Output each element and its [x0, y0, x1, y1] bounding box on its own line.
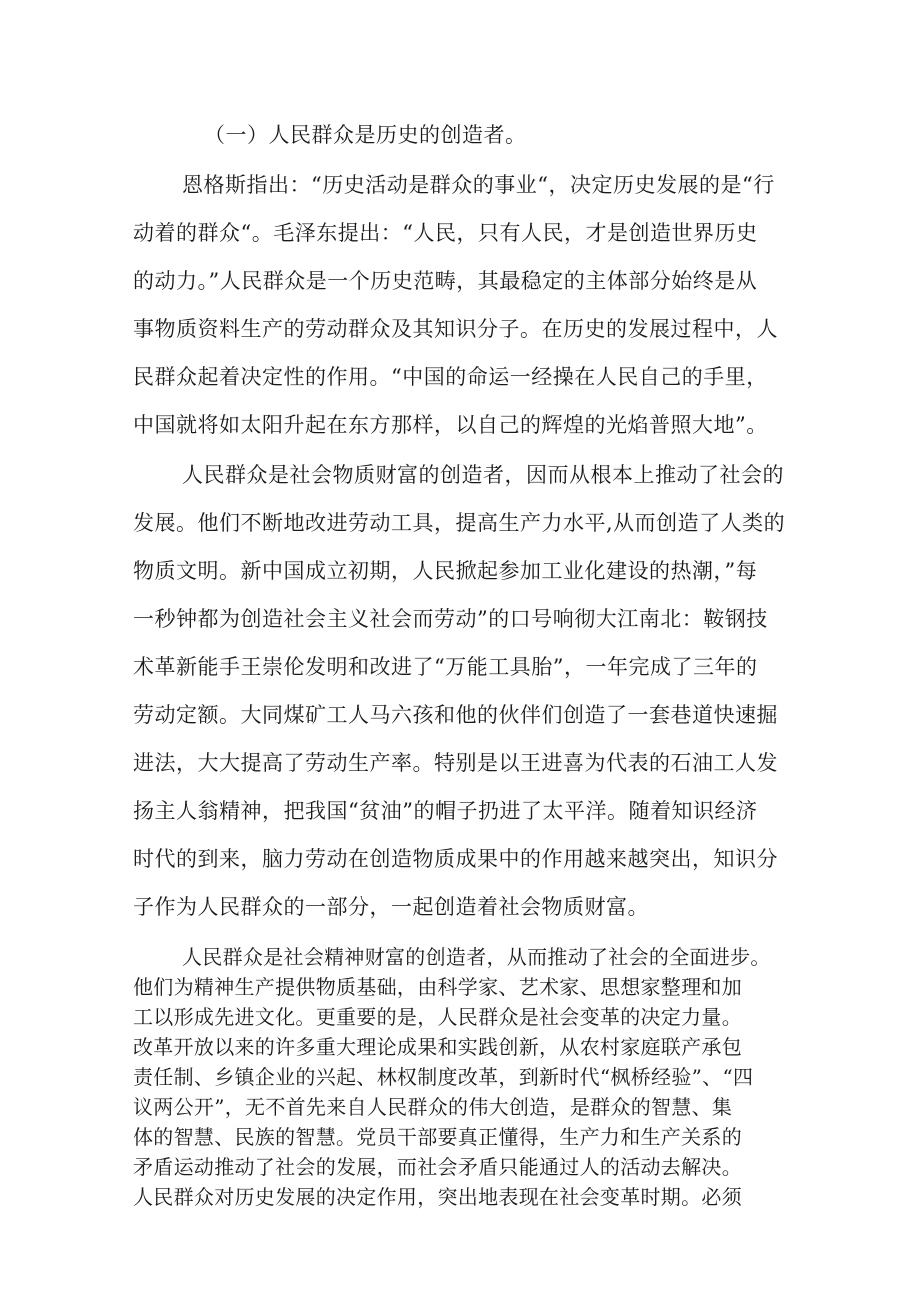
- paragraph-1-line-6: 中国就将如太阳升起在东方那样，以自己的辉煌的光焰普照大地”。: [133, 413, 768, 437]
- section-heading: （一）人民群众是历史的创造者。: [204, 123, 527, 147]
- paragraph-3-line-7: 体的智慧、民族的智慧。党员干部要真正懂得，生产力和生产关系的: [133, 1125, 742, 1149]
- paragraph-3-line-8: 矛盾运动推动了社会的发展，而社会矛盾只能通过人的活动去解决。: [133, 1155, 742, 1179]
- paragraph-2-line-1: 人民群众是社会物质财富的创造者，因而从根本上推动了社会的: [182, 463, 784, 487]
- paragraph-2-line-9: 时代的到来，脑力劳动在创造物质成果中的作用越来越突出，知识分: [133, 847, 778, 871]
- paragraph-2-line-10: 子作为人民群众的一部分，一起创造着社会物质财富。: [133, 895, 649, 919]
- paragraph-3-line-9: 人民群众对历史发展的决定作用，突出地表现在社会变革时期。必须: [133, 1185, 742, 1209]
- paragraph-2-line-6: 劳动定额。大同煤矿工人马六孩和他的伙伴们创造了一套巷道快速掘: [133, 703, 778, 727]
- paragraph-1-line-3: 的动力。”人民群众是一个历史范畴，其最稳定的主体部分始终是从: [133, 269, 758, 293]
- paragraph-1-line-2: 动着的群众“。毛泽东提出：“人民，只有人民，才是创造世界历史: [133, 221, 758, 245]
- paragraph-2-line-3: 物质文明。新中国成立初期，人民掀起参加工业化建设的热潮，”每: [133, 559, 758, 583]
- paragraph-2-line-7: 进法，大大提高了劳动生产率。特别是以王进喜为代表的石油工人发: [133, 751, 778, 775]
- paragraph-2-line-4: 一秒钟都为创造社会主义社会而劳动”的口号响彻大江南北：鞍钢技: [133, 607, 768, 631]
- paragraph-2-line-2: 发展。他们不断地改进劳动工具，提高生产力水平,从而创造了人类的: [133, 511, 786, 535]
- paragraph-3-line-4: 改革开放以来的许多重大理论成果和实践创新，从农村家庭联产承包: [133, 1035, 742, 1059]
- paragraph-2-line-5: 术革新能手王崇伦发明和改进了“万能工具胎”，一年完成了三年的: [133, 655, 758, 679]
- paragraph-3-line-1: 人民群众是社会精神财富的创造者，从而推动了社会的全面进步。: [182, 945, 771, 969]
- paragraph-3-line-6: 议两公开”，无不首先来自人民群众的伟大创造，是群众的智慧、集: [133, 1095, 733, 1119]
- paragraph-1-line-4: 事物质资料生产的劳动群众及其知识分子。在历史的发展过程中，人: [133, 317, 778, 341]
- paragraph-1-line-1: 恩格斯指出：“历史活动是群众的事业“，决定历史发展的是“行: [182, 173, 775, 197]
- paragraph-3-line-2: 他们为精神生产提供物质基础，由科学家、艺术家、思想家整理和加: [133, 975, 742, 999]
- paragraph-2-line-8: 扬主人翁精神，把我国“贫油”的帽子扔进了太平洋。随着知识经济: [133, 799, 758, 823]
- paragraph-3-line-5: 责任制、乡镇企业的兴起、林权制度改革，到新时代“枫桥经验”、“四: [133, 1065, 754, 1089]
- paragraph-1-line-5: 民群众起着决定性的作用。“中国的命运一经操在人民自己的手里，: [133, 365, 768, 389]
- paragraph-3-line-3: 工以形成先进文化。更重要的是，人民群众是社会变革的决定力量。: [133, 1005, 742, 1029]
